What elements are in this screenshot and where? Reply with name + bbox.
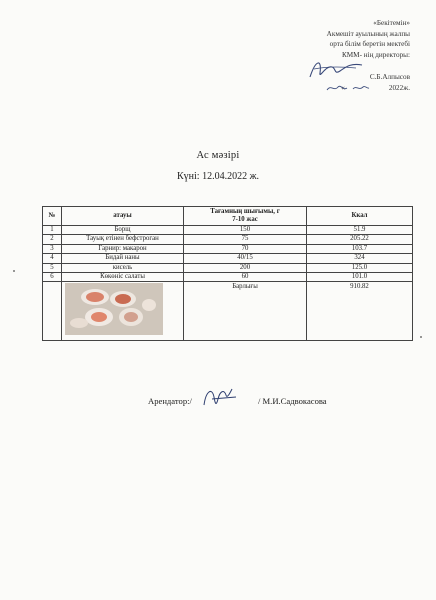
row-num: 2 bbox=[43, 235, 62, 244]
row-portion: 70 bbox=[184, 244, 307, 253]
total-row bbox=[43, 282, 413, 341]
approval-org-line: Акмешіт ауылының жалпы bbox=[326, 29, 410, 38]
total-value: 910.82 bbox=[307, 282, 413, 341]
row-kcal: 324 bbox=[307, 254, 413, 263]
row-num: 5 bbox=[43, 263, 62, 272]
row-portion: 150 bbox=[184, 226, 307, 235]
header-portion-title: Тағамның шығымы, г bbox=[210, 208, 280, 215]
row-num: 6 bbox=[43, 273, 62, 282]
scan-speck bbox=[420, 336, 422, 338]
row-kcal: 125.0 bbox=[307, 263, 413, 272]
approval-heading: «Бекітемін» bbox=[373, 19, 410, 27]
row-num: 4 bbox=[43, 254, 62, 263]
row-kcal: 101.0 bbox=[307, 273, 413, 282]
row-kcal: 205.22 bbox=[307, 235, 413, 244]
total-label: Барлығы bbox=[184, 282, 307, 341]
header-num: № bbox=[43, 207, 62, 226]
meal-photo-cell bbox=[62, 282, 184, 341]
table-row bbox=[43, 226, 413, 235]
row-name: Тауық етінен бефстроган bbox=[62, 235, 184, 244]
header-name: атауы bbox=[62, 207, 184, 226]
renter-label: Арендатор:/ bbox=[148, 396, 192, 406]
row-name: кисель bbox=[62, 263, 184, 272]
date-handwriting bbox=[325, 82, 371, 94]
director-signature bbox=[306, 55, 366, 83]
row-portion: 75 bbox=[184, 235, 307, 244]
row-num: 3 bbox=[43, 244, 62, 253]
meal-photo-image bbox=[65, 283, 163, 335]
header-portion-age: 7-10 жас bbox=[232, 216, 258, 223]
table-row bbox=[43, 254, 413, 263]
row-kcal: 103.7 bbox=[307, 244, 413, 253]
table-row bbox=[43, 263, 413, 272]
row-name: Гарнир: макарон bbox=[62, 244, 184, 253]
table-row bbox=[43, 273, 413, 282]
header-kcal: Ккал bbox=[307, 207, 413, 226]
page-title: Ас мәзірі bbox=[196, 150, 240, 161]
row-portion: 60 bbox=[184, 273, 307, 282]
row-kcal: 51.9 bbox=[307, 226, 413, 235]
renter-name: / М.И.Садвокасова bbox=[258, 396, 327, 406]
meal-photo bbox=[65, 283, 163, 335]
row-name: Бидай наны bbox=[62, 254, 184, 263]
header-portion bbox=[184, 207, 307, 226]
table-header-row bbox=[43, 207, 413, 226]
row-num: 1 bbox=[43, 226, 62, 235]
row-portion: 200 bbox=[184, 263, 307, 272]
scan-speck bbox=[13, 270, 15, 272]
menu-date: Күні: 12.04.2022 ж. bbox=[177, 171, 259, 182]
table-row bbox=[43, 235, 413, 244]
approval-date-year: 2022ж. bbox=[388, 83, 410, 92]
table-row bbox=[43, 244, 413, 253]
approval-date-prefix: « bbox=[341, 83, 345, 92]
approval-director-name: С.Б.Алпысов bbox=[369, 73, 410, 81]
menu-table bbox=[42, 206, 413, 341]
row-portion: 40/15 bbox=[184, 254, 307, 263]
approval-position-line: КММ- нің директоры: bbox=[342, 50, 410, 59]
renter-signature bbox=[200, 385, 240, 411]
row-name: Борщ bbox=[62, 226, 184, 235]
row-name: Көкөніс салаты bbox=[62, 273, 184, 282]
approval-school-line: орта білім беретін мектебі bbox=[329, 40, 410, 48]
